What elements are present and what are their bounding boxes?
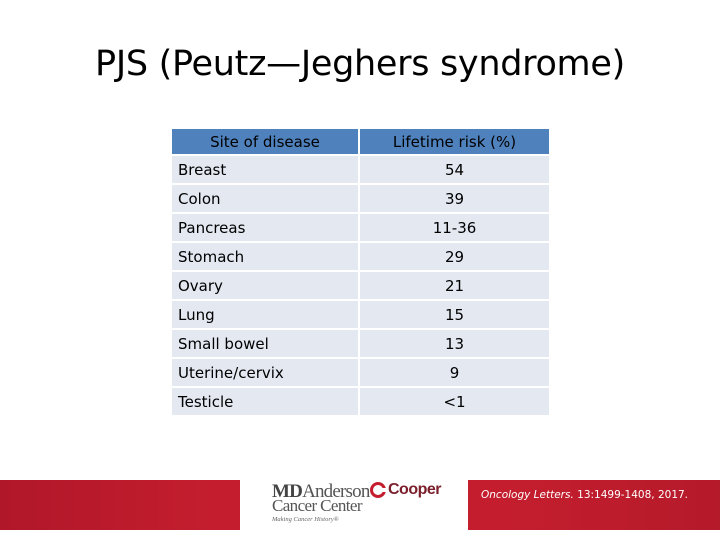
logo-md-text: MD — [272, 481, 303, 502]
table-row — [172, 243, 549, 270]
risk-cell: <1 — [360, 388, 549, 415]
risk-cell: 9 — [360, 359, 549, 386]
risk-cell: 21 — [360, 272, 549, 299]
table-row — [172, 388, 549, 415]
risk-cell: 15 — [360, 301, 549, 328]
logo-anderson-text: Anderson — [302, 481, 370, 502]
slide-title: PJS (Peutz—Jeghers syndrome) — [95, 44, 625, 84]
mdanderson-tagline: Making Cancer History® — [272, 516, 339, 523]
risk-table — [172, 127, 549, 417]
risk-cell: 11-36 — [360, 214, 549, 241]
citation-journal: Oncology Letters. — [481, 489, 574, 501]
table-row — [172, 214, 549, 241]
table-row — [172, 359, 549, 386]
site-cell: Colon — [172, 185, 360, 212]
table-row — [172, 272, 549, 299]
site-cell: Pancreas — [172, 214, 360, 241]
table-row — [172, 301, 549, 328]
header-risk: Lifetime risk (%) — [360, 129, 549, 154]
mdanderson-logo-line2: Cancer Center — [272, 496, 362, 515]
risk-cell: 54 — [360, 156, 549, 183]
site-cell: Small bowel — [172, 330, 360, 357]
citation — [481, 489, 688, 501]
site-cell: Uterine/cervix — [172, 359, 360, 386]
cooper-c-icon — [370, 482, 386, 498]
cooper-logo-text: Cooper — [388, 481, 441, 498]
site-cell: Breast — [172, 156, 360, 183]
table-row — [172, 156, 549, 183]
table-row — [172, 330, 549, 357]
site-cell: Testicle — [172, 388, 360, 415]
header-site: Site of disease — [172, 129, 360, 154]
site-cell: Lung — [172, 301, 360, 328]
citation-details: 13:1499-1408, 2017. — [573, 489, 689, 501]
site-cell: Ovary — [172, 272, 360, 299]
risk-cell: 29 — [360, 243, 549, 270]
site-cell: Stomach — [172, 243, 360, 270]
table-row — [172, 185, 549, 212]
risk-cell: 13 — [360, 330, 549, 357]
table-header-row — [172, 129, 549, 154]
risk-cell: 39 — [360, 185, 549, 212]
